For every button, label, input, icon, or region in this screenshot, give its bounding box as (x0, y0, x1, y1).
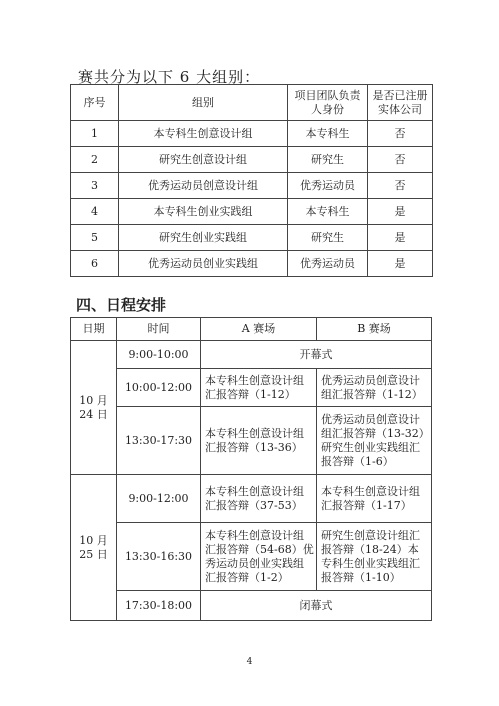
table-row (71, 173, 433, 199)
table-row (71, 369, 432, 407)
table-cell: 1 (71, 121, 119, 147)
time-cell: 13:30-16:30 (117, 523, 201, 591)
session-cell: 本专科生创意设计组汇报答辩（54-68）优秀运动员创业实践组汇报答辩（1-2） (201, 523, 317, 591)
table-row (71, 121, 433, 147)
table-cell: 研究生 (288, 225, 368, 251)
time-cell: 17:30-18:00 (117, 591, 201, 621)
header-cell: 组别 (119, 85, 288, 121)
event-cell: 闭幕式 (201, 591, 432, 621)
table-row (71, 251, 433, 277)
table-cell: 5 (71, 225, 119, 251)
table-cell: 优秀运动员 (288, 173, 368, 199)
header-cell: 序号 (71, 85, 119, 121)
table-cell: 优秀运动员创业实践组 (119, 251, 288, 277)
session-cell: 研究生创意设计组汇报答辩（18-24）本专科生创业实践组汇报答辩（1-10） (317, 523, 432, 591)
session-cell: 本专科生创意设计组汇报答辩（1-17） (317, 475, 432, 523)
session-cell: 优秀运动员创意设计组汇报答辩（13-32）研究生创业实践组汇报答辩（1-6） (317, 407, 432, 475)
session-cell: 本专科生创意设计组汇报答辩（13-36） (201, 407, 317, 475)
table-row (71, 523, 432, 591)
header-cell: 日期 (71, 318, 117, 341)
table-cell: 否 (368, 121, 433, 147)
table-row (71, 475, 432, 523)
table-cell: 4 (71, 199, 119, 225)
table-cell: 优秀运动员 (288, 251, 368, 277)
header-cell: 是否已注册实体公司 (368, 85, 433, 121)
table-cell: 是 (368, 199, 433, 225)
table-cell: 本专科生创业实践组 (119, 199, 288, 225)
table-row (71, 199, 433, 225)
table-cell: 研究生创意设计组 (119, 147, 288, 173)
page-number: 4 (246, 657, 253, 667)
table-cell: 3 (71, 173, 119, 199)
header-cell: 项目团队负责人身份 (288, 85, 368, 121)
schedule-header (71, 318, 432, 341)
schedule-table (70, 317, 432, 621)
table-cell: 本专科生创意设计组 (119, 121, 288, 147)
session-cell: 本专科生创意设计组汇报答辩（1-12） (201, 369, 317, 407)
time-cell: 9:00-12:00 (117, 475, 201, 523)
section-title: 四、日程安排 (76, 296, 167, 314)
time-cell: 13:30-17:30 (117, 407, 201, 475)
table-cell: 是 (368, 251, 433, 277)
table-cell: 是 (368, 225, 433, 251)
header-cell: 时间 (117, 318, 201, 341)
table-row (71, 407, 432, 475)
table-cell: 研究生创业实践组 (119, 225, 288, 251)
session-cell: 优秀运动员创意设计组汇报答辩（1-12） (317, 369, 432, 407)
table-cell: 否 (368, 173, 433, 199)
time-cell: 9:00-10:00 (117, 341, 201, 369)
time-cell: 10:00-12:00 (117, 369, 201, 407)
table-row (71, 225, 433, 251)
date-cell: 10 月 24 日 (71, 341, 117, 475)
table-row (71, 341, 432, 369)
groups-table-header (71, 85, 433, 121)
intro-text: 赛共分为以下 6 大组别： (78, 68, 261, 86)
table-row (71, 147, 433, 173)
table-cell: 优秀运动员创意设计组 (119, 173, 288, 199)
table-cell: 2 (71, 147, 119, 173)
table-cell: 否 (368, 147, 433, 173)
header-cell: A 赛场 (201, 318, 317, 341)
table-cell: 本专科生 (288, 199, 368, 225)
table-cell: 6 (71, 251, 119, 277)
table-row (71, 591, 432, 621)
header-cell: B 赛场 (317, 318, 432, 341)
table-cell: 研究生 (288, 147, 368, 173)
table-cell: 本专科生 (288, 121, 368, 147)
groups-table (70, 84, 433, 277)
event-cell: 开幕式 (201, 341, 432, 369)
date-cell: 10 月 25 日 (71, 475, 117, 621)
session-cell: 本专科生创意设计组汇报答辩（37-53） (201, 475, 317, 523)
